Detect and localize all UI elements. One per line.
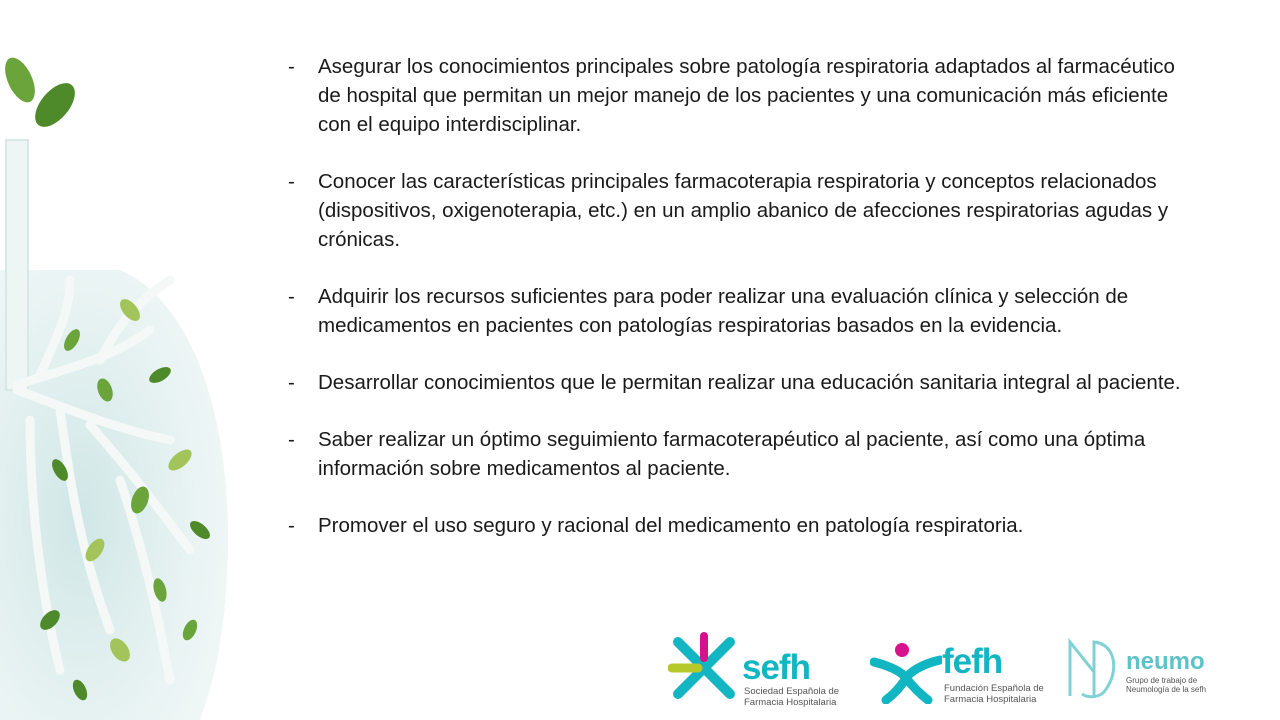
objective-marker: - [288,170,295,193]
neumo-monogram-icon [1064,632,1124,702]
objective-item [288,425,1188,483]
lung-tree-illustration [0,30,240,720]
objective-text: Asegurar los conocimientos principales sobre patología respiratoria adaptados al farmacéutico de hospital que permitan un mejor manejo de los pacientes y una comunicación más eficiente con el equipo interdisciplinar. [318,55,1175,136]
fefh-figure-icon [870,632,942,704]
sefh-name: sefh [742,648,810,687]
objective-text: Adquirir los recursos suficientes para poder realizar una evaluación clínica y selección de medicamentos en pacientes con patologías respiratorias basados en la evidencia. [318,285,1129,337]
objective-text: Promover el uso seguro y racional del medicamento en patología respiratoria. [318,514,1024,537]
neumo-name: neumo [1126,648,1205,675]
objective-text: Conocer las características principales farmacoterapia respiratoria y conceptos relacionados (dispositivos, oxigenoterapia, etc.) en un amplio abanico de afecciones respiratorias agudas y crónicas. [318,170,1169,251]
neumo-logo [1064,632,1224,712]
objective-item [288,368,1188,397]
objective-text: Desarrollar conocimientos que le permitan realizar una educación sanitaria integral al paciente. [318,371,1181,394]
objective-marker: - [288,428,295,451]
objective-item [288,52,1188,139]
objective-marker: - [288,514,295,537]
neumo-subtitle: Grupo de trabajo de Neumología de la sefh [1126,676,1207,694]
fefh-subtitle: Fundación Española de Farmacia Hospitalaria [944,683,1044,705]
sefh-cross-icon [668,632,740,704]
logos-bar [668,632,1228,712]
sefh-subtitle: Sociedad Española de Farmacia Hospitalaria [744,686,840,708]
objectives-list [288,52,1188,568]
fefh-name: fefh [942,642,1003,681]
objective-marker: - [288,285,295,308]
objective-item [288,167,1188,254]
objective-item [288,282,1188,340]
objective-text: Saber realizar un óptimo seguimiento farmacoterapéutico al paciente, así como una óptima información sobre medicamentos al paciente. [318,428,1146,480]
objective-marker: - [288,55,295,78]
fefh-logo [870,632,1055,712]
objective-marker: - [288,371,295,394]
objective-item [288,511,1188,540]
sefh-logo [668,632,853,712]
